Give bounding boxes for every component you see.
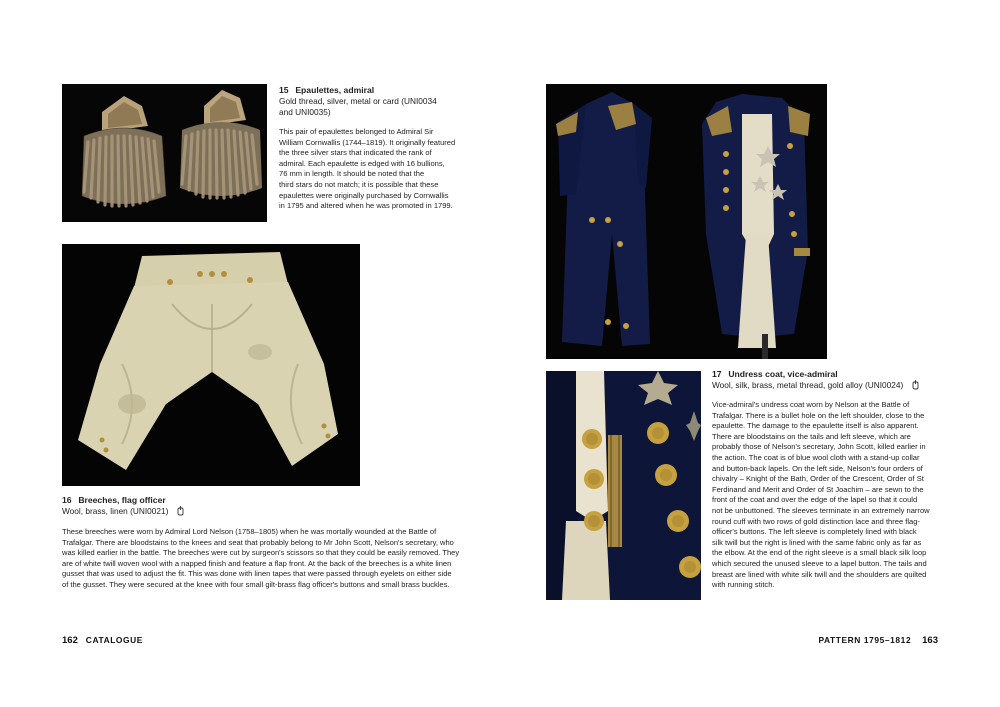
right-page-number: 163 (922, 635, 938, 646)
item-17-line: and button-back lapels. On the left side, Nelson's four orders of (712, 463, 923, 473)
item-16-number: 16 (62, 495, 72, 505)
item-17-line: epaulette. The damage to the epaulette itself is also apparent. (712, 421, 919, 431)
item-15-materials-line-2: and UNI0035) (279, 107, 331, 117)
item-17-line: round cuff with two rows of gold distinction lace and three flag- (712, 516, 920, 526)
item-17-line: Vice-admiral's undress coat worn by Nelson at the Battle of (712, 400, 910, 409)
breeches-photo (62, 244, 360, 486)
item-17-line: probably those of Nelson's secretary, John Scott, killed earlier in (712, 442, 926, 452)
item-15-line: admiral. Each epaulette is edged with 16 bullions, (279, 158, 445, 168)
item-17-line: the elbow. At the end of the right sleeve is a small black silk loop (712, 548, 927, 558)
item-15-line: epaulettes were originally purchased by Cornwallis (279, 190, 449, 200)
item-17-line: There are bloodstains on the tails and left sleeve, which are (712, 431, 911, 441)
item-17-line: with running stitch. (712, 580, 775, 590)
caption-item-15 (279, 85, 479, 212)
item-16-line: gusset that was used to adjust the fit. This was done with linen tapes that were passed through eyelets on either side (62, 569, 452, 579)
item-15-number: 15 (279, 85, 289, 95)
item-16-line: of the gusset. They were secured at the knee with four small gilt-brass flag officer's buttons and small brass buckles. (62, 579, 450, 589)
item-15-line: 76 mm in length. It should be noted that the (279, 169, 425, 179)
item-16-line: was killed earlier in the battle. The breeches were cut by surgeon's scissors so that they could be easily removed. They (62, 548, 460, 558)
caption-item-17 (712, 369, 942, 591)
item-15-materials-line-1: Gold thread, silver, metal or card (UNI0034 (279, 96, 437, 106)
item-16-line: are of white twill woven wool with a napped finish and feature a flap front. At the back of the breeches is a white linen (62, 558, 452, 568)
left-folio (62, 635, 143, 646)
item-17-line: which secured the unused sleeve to a lapel button. The tails and (712, 558, 927, 568)
hand-pointer-icon (177, 506, 184, 516)
caption-item-16 (62, 495, 362, 517)
item-17-line: silk twill but the right is lined with the same fabric only as far as (712, 537, 922, 547)
undress-coat-illustration (546, 84, 827, 359)
breeches-illustration (62, 244, 360, 486)
item-15-description (279, 127, 479, 212)
item-17-description (712, 400, 942, 591)
undress-coat-photo (546, 84, 827, 359)
item-16-line: These breeches were worn by Admiral Lord Nelson (1758–1805) when he was mortally wounded at the Battle of (62, 527, 437, 536)
left-page-number: 162 (62, 635, 78, 646)
item-15-title: Epaulettes, admiral (295, 85, 375, 95)
item-17-title: Undress coat, vice-admiral (728, 369, 838, 379)
item-17-line: front of the coat and over the edge of the lapel so that it could (712, 495, 918, 505)
hand-pointer-icon (912, 380, 919, 390)
right-running-head: PATTERN 1795–1812 (818, 635, 912, 645)
item-17-line: Trafalgar. There is a bullet hole on the left shoulder, close to the (712, 410, 925, 420)
item-15-line: This pair of epaulettes belonged to Admiral Sir (279, 127, 434, 136)
left-running-head: CATALOGUE (85, 635, 143, 645)
item-16-description (62, 527, 472, 591)
item-15-line: the three silver stars that indicated the rank of (279, 148, 432, 158)
coat-detail-photo (546, 371, 701, 600)
item-16-materials: Wool, brass, linen (UNI0021) (62, 506, 169, 516)
item-17-materials: Wool, silk, brass, metal thread, gold alloy (UNI0024) (712, 380, 904, 390)
coat-detail-illustration (546, 371, 701, 600)
epaulettes-photo (62, 84, 267, 222)
item-17-line: not be unbuttoned. The sleeves terminate in an extremely narrow (712, 505, 930, 515)
item-15-line: in 1795 and altered when he was promoted in 1799. (279, 201, 453, 211)
item-17-line: breast are lined with white silk twill and the shoulders are quilted (712, 569, 927, 579)
item-17-line: the action. The coat is of blue wool cloth with a stand-up collar (712, 452, 920, 462)
item-17-line: Ferdinand and Merit and Order of St Joachim – are sewn to the (712, 484, 924, 494)
item-17-line: chivalry – Knight of the Bath, Order of the Crescent, Order of St (712, 474, 924, 484)
item-15-line: William Cornwallis (1744–1819). It originally featured (279, 137, 456, 147)
item-15-line: third stars do not match; it is possible that these (279, 179, 439, 189)
epaulettes-illustration (62, 84, 267, 222)
item-16-title: Breeches, flag officer (78, 495, 166, 505)
item-17-number: 17 (712, 369, 722, 379)
item-17-line: officer's buttons. The left sleeve is completely lined with black (712, 527, 917, 537)
right-folio (818, 635, 938, 646)
item-16-line: Trafalgar. There are bloodstains to the knees and seat that probably belong to Mr John Scott, Nelson's secretary, who (62, 537, 454, 547)
